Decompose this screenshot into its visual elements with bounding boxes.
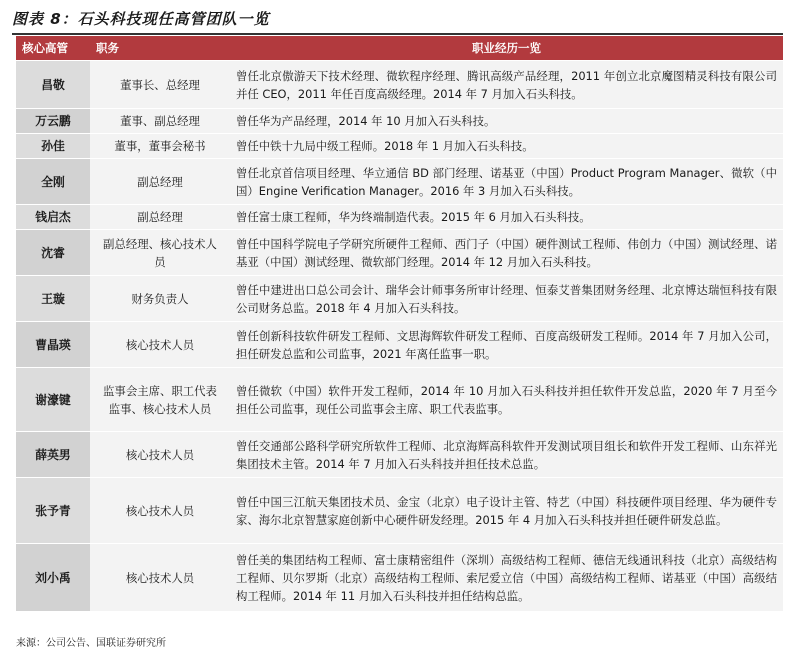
table-header-row [16,36,783,61]
table-row [16,61,783,109]
executive-role: 副总经理 [90,159,230,205]
header-role: 职务 [90,36,230,61]
executive-bio: 曾任北京首信项目经理、华立通信 BD 部门经理、诺基亚（中国）Product Program Manager、微软（中国）Engine Verification Manager。2016 年 3 月加入石头科技。 [230,159,783,205]
source-note: 来源：公司公告、国联证券研究所 [16,638,166,649]
executive-name: 钱启杰 [16,205,90,230]
executive-bio: 曾任中国三江航天集团技术员、金宝（北京）电子设计主管、特艺（中国）科技硬件项目经理、华为硬件专家、海尔北京智慧家庭创新中心硬件研发经理。2015 年 4 月加入石头科技并担任硬件研发总监。 [230,478,783,544]
executive-name: 全刚 [16,159,90,205]
table-row [16,109,783,134]
table-row [16,368,783,432]
table-row [16,230,783,276]
table-row [16,159,783,205]
executive-bio: 曾任中国科学院电子学研究所硬件工程师、西门子（中国）硬件测试工程师、伟创力（中国）测试经理、诺基亚（中国）测试经理、微软部门经理。2014 年 12 月加入石头科技。 [230,230,783,276]
executive-bio: 曾任华为产品经理，2014 年 10 月加入石头科技。 [230,109,783,134]
executive-bio: 曾任交通部公路科学研究所软件工程师、北京海辉高科软件开发测试项目组长和软件开发工程师、山东祥光集团技术主管。2014 年 7 月加入石头科技并担任技术总监。 [230,432,783,478]
executive-role: 副总经理 [90,205,230,230]
executive-role: 董事长、总经理 [90,61,230,109]
executive-name: 孙佳 [16,134,90,159]
executive-bio: 曾任微软（中国）软件开发工程师，2014 年 10 月加入石头科技并担任软件开发总监，2020 年 7 月至今担任公司监事，现任公司监事会主席、职工代表监事。 [230,368,783,432]
executive-role: 监事会主席、职工代表监事、核心技术人员 [90,368,230,432]
executive-name: 昌敬 [16,61,90,109]
executive-role: 董事，董事会秘书 [90,134,230,159]
table-row [16,432,783,478]
executive-name: 王璇 [16,276,90,322]
table-row [16,322,783,368]
table-row [16,134,783,159]
executive-role: 核心技术人员 [90,432,230,478]
executive-role: 副总经理、核心技术人员 [90,230,230,276]
executive-role: 核心技术人员 [90,322,230,368]
caption-divider [12,33,783,35]
header-bio: 职业经历一览 [230,36,783,61]
table-row [16,478,783,544]
executive-bio: 曾任创新科技软件研发工程师、文思海辉软件研发工程师、百度高级研发工程师。2014 年 7 月加入公司，担任研发总监和公司监事，2021 年离任监事一职。 [230,322,783,368]
executive-bio: 曾任富士康工程师，华为终端制造代表。2015 年 6 月加入石头科技。 [230,205,783,230]
chart-caption: 图表 8：石头科技现任高管团队一览 [12,10,270,28]
executive-bio: 曾任中建进出口总公司会计、瑞华会计师事务所审计经理、恒泰艾普集团财务经理、北京博达瑞恒科技有限公司财务总监。2018 年 4 月加入石头科技。 [230,276,783,322]
table-row [16,276,783,322]
executive-bio: 曾任美的集团结构工程师、富士康精密组件（深圳）高级结构工程师、德信无线通讯科技（北京）高级结构工程师、贝尔罗斯（北京）高级结构工程师、索尼爱立信（中国）高级结构工程师、诺基亚（中国）高级结构工程师。2014 年 11 月加入石头科技并担任结构总监。 [230,544,783,612]
executive-bio: 曾任北京傲游天下技术经理、微软程序经理、腾讯高级产品经理，2011 年创立北京魔图精灵科技有限公司并任 CEO，2011 年任百度高级经理。2014 年 7 月加入石头科技。 [230,61,783,109]
table-row [16,205,783,230]
executive-role: 董事、副总经理 [90,109,230,134]
executive-name: 万云鹏 [16,109,90,134]
executive-name: 谢濠键 [16,368,90,432]
executive-name: 张予青 [16,478,90,544]
executive-role: 财务负责人 [90,276,230,322]
executive-name: 曹晶瑛 [16,322,90,368]
executive-bio: 曾任中铁十九局中级工程师。2018 年 1 月加入石头科技。 [230,134,783,159]
executive-name: 沈睿 [16,230,90,276]
management-team-table [16,36,783,612]
table-row [16,544,783,612]
executive-role: 核心技术人员 [90,544,230,612]
executive-name: 刘小禹 [16,544,90,612]
executive-name: 薛英男 [16,432,90,478]
executive-role: 核心技术人员 [90,478,230,544]
header-name: 核心高管 [16,36,90,61]
